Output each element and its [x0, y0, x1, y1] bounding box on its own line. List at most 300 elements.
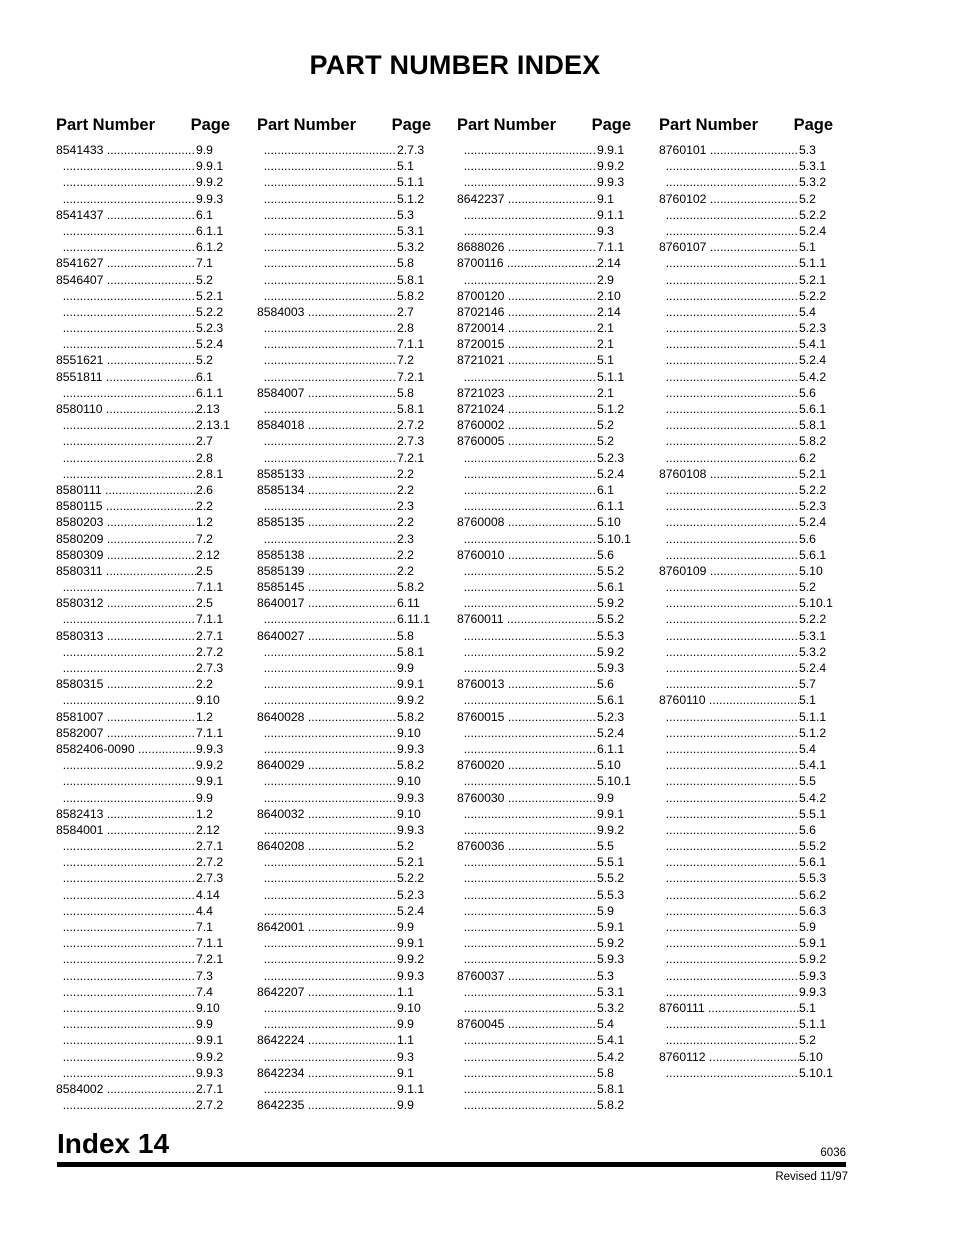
part-number	[457, 1065, 597, 1081]
part-number	[257, 498, 397, 514]
part-number: 8760020 .....	[457, 757, 597, 773]
part-number	[457, 628, 597, 644]
part-number	[457, 595, 597, 611]
page-reference: 9.9.3	[799, 984, 827, 999]
index-row	[56, 239, 251, 255]
page-reference: 2.7.2	[196, 855, 224, 870]
index-row	[257, 579, 452, 595]
index-row	[56, 563, 251, 579]
page-reference: 5.2.4	[799, 661, 827, 675]
page-reference: 5.4.2	[799, 369, 827, 384]
part-number	[257, 174, 397, 190]
page-reference: 9.9.1	[597, 143, 625, 157]
page-reference: 5.8.1	[397, 272, 425, 287]
page-reference: 9.10	[397, 725, 421, 740]
part-number	[457, 207, 597, 223]
part-number	[257, 191, 397, 207]
index-row	[457, 1081, 652, 1097]
page-reference: 5.4.1	[799, 337, 827, 352]
footer-rule	[57, 1162, 846, 1167]
index-row	[659, 628, 854, 644]
part-number	[659, 595, 799, 611]
page-reference: 5.2.3	[799, 499, 827, 514]
index-row	[457, 870, 652, 886]
part-number: 8640029 .....	[257, 757, 397, 773]
part-number	[257, 239, 397, 255]
index-row	[257, 385, 452, 401]
index-row	[257, 174, 452, 190]
page-reference: 5.2.4	[799, 353, 827, 368]
index-row	[457, 207, 652, 223]
index-row	[457, 401, 652, 417]
part-number	[457, 660, 597, 676]
part-number	[56, 320, 196, 336]
page-reference: 9.9.1	[397, 936, 425, 951]
column-header	[457, 116, 652, 142]
page-reference: 7.1.1	[196, 580, 224, 595]
page-reference: 5.10.1	[597, 531, 631, 546]
part-number	[56, 304, 196, 320]
index-row	[457, 854, 652, 870]
part-number	[659, 676, 799, 692]
page-reference: 5.1	[397, 159, 414, 174]
part-number: 8584001 .....	[56, 822, 196, 838]
page-reference: 6.1.1	[597, 741, 625, 756]
index-row	[257, 239, 452, 255]
index-row	[257, 514, 452, 530]
part-number: 8584018 .....	[257, 417, 397, 433]
index-row	[659, 563, 854, 579]
part-number: 8760002 .....	[457, 417, 597, 433]
index-row	[457, 709, 652, 725]
index-row	[457, 951, 652, 967]
index-row	[257, 255, 452, 271]
index-row	[56, 644, 251, 660]
page-reference: 7.2.1	[397, 450, 425, 465]
page-reference: 7.1.1	[196, 936, 224, 951]
part-number-header: Part Number	[56, 116, 156, 134]
index-row	[659, 919, 854, 935]
part-number	[457, 870, 597, 886]
index-row	[257, 757, 452, 773]
index-row	[56, 628, 251, 644]
index-row	[257, 903, 452, 919]
part-number	[56, 1049, 196, 1065]
part-number	[659, 660, 799, 676]
index-row	[56, 1000, 251, 1016]
part-number: 8760045 .....	[457, 1016, 597, 1032]
part-number: 8582007 .....	[56, 725, 196, 741]
part-number	[659, 773, 799, 789]
page-reference: 5.10	[799, 563, 823, 578]
index-row	[659, 191, 854, 207]
index-row	[257, 968, 452, 984]
page-reference: 6.1.1	[597, 499, 625, 514]
page-reference: 2.7.3	[196, 871, 224, 886]
page-reference: 7.3	[196, 968, 213, 983]
page-reference: 5.6.3	[799, 903, 827, 918]
page-reference: 2.10	[597, 288, 621, 303]
page-reference: 2.7.2	[196, 1098, 224, 1113]
page-reference: 5.1.1	[799, 1017, 827, 1032]
page-reference: 5.1.2	[597, 402, 625, 416]
page-reference: 5.6	[799, 531, 816, 546]
index-row	[56, 433, 251, 449]
page-reference: 2.12	[196, 822, 220, 837]
page-reference: 5.2	[799, 191, 816, 206]
page-reference: 6.2	[799, 450, 816, 465]
page-reference: 5.2	[799, 580, 816, 595]
part-number: 8551811 .....	[56, 369, 196, 385]
part-number	[257, 725, 397, 741]
index-row	[659, 903, 854, 919]
part-number	[257, 854, 397, 870]
part-number	[457, 579, 597, 595]
index-row	[457, 611, 652, 627]
part-number	[56, 644, 196, 660]
index-row	[257, 773, 452, 789]
page-reference: 7.1.1	[597, 240, 625, 255]
index-row	[457, 741, 652, 757]
page-reference: 5.2.2	[799, 207, 827, 222]
index-row	[457, 288, 652, 304]
page-reference: 9.9	[397, 920, 414, 934]
part-number	[56, 790, 196, 806]
page-reference: 5.8.1	[397, 644, 425, 659]
index-row	[457, 628, 652, 644]
part-number	[257, 968, 397, 984]
page-reference: 2.2	[397, 482, 414, 497]
page-reference: 5.2.1	[196, 288, 224, 303]
part-number: 8584003 .....	[257, 304, 397, 320]
index-row	[457, 838, 652, 854]
index-row	[56, 968, 251, 984]
index-row	[257, 304, 452, 320]
page-reference: 2.2	[397, 563, 414, 578]
page-reference: 9.10	[397, 806, 421, 821]
index-row	[56, 288, 251, 304]
part-number	[457, 1081, 597, 1097]
index-row	[56, 207, 251, 223]
part-number: 8640032 .....	[257, 806, 397, 822]
index-row	[659, 984, 854, 1000]
part-number	[56, 887, 196, 903]
index-row	[457, 773, 652, 789]
index-row	[457, 191, 652, 207]
part-number: 8760005 .....	[457, 433, 597, 449]
part-number	[257, 903, 397, 919]
index-row	[659, 239, 854, 255]
index-row	[659, 547, 854, 563]
index-row	[257, 158, 452, 174]
page-reference: 2.1	[597, 321, 614, 336]
part-number	[56, 579, 196, 595]
page-reference: 5.1.1	[597, 369, 625, 384]
index-row	[457, 1065, 652, 1081]
part-number	[659, 433, 799, 449]
page-reference: 5.3	[799, 143, 816, 157]
index-row	[257, 1049, 452, 1065]
part-number	[659, 288, 799, 304]
page-reference: 5.1.1	[799, 256, 827, 271]
part-number	[56, 174, 196, 190]
page-reference: 5.2	[799, 1033, 816, 1048]
part-number	[457, 1000, 597, 1016]
page-reference: 6.1.1	[196, 223, 224, 238]
part-number	[457, 531, 597, 547]
part-number	[659, 757, 799, 773]
index-column-3	[457, 116, 652, 1113]
index-row	[257, 1016, 452, 1032]
part-number	[257, 369, 397, 385]
part-number	[257, 611, 397, 627]
index-row	[56, 336, 251, 352]
index-row	[56, 272, 251, 288]
part-number	[457, 563, 597, 579]
page-reference: 5.6	[799, 822, 816, 837]
page-reference: 9.9	[597, 790, 614, 805]
page-reference: 5.3.2	[799, 644, 827, 659]
part-number	[659, 854, 799, 870]
page-reference: 7.1.1	[196, 725, 224, 740]
index-row	[56, 595, 251, 611]
index-row	[56, 450, 251, 466]
part-number: 8760008 .....	[457, 514, 597, 530]
page-reference: 5.6.1	[799, 855, 827, 870]
index-row	[56, 854, 251, 870]
index-row	[56, 352, 251, 368]
index-row	[659, 320, 854, 336]
page-reference: 7.1.1	[196, 612, 224, 627]
part-number	[56, 417, 196, 433]
page-reference: 5.2.3	[196, 321, 224, 336]
part-number: 8541433 .....	[56, 142, 196, 158]
column-header	[257, 116, 452, 142]
index-row	[56, 887, 251, 903]
index-row	[457, 466, 652, 482]
page-reference: 5.2.1	[397, 855, 425, 870]
page-reference: 9.9.3	[196, 1065, 224, 1080]
index-row	[659, 1049, 854, 1065]
index-row	[457, 595, 652, 611]
page-reference: 5.4	[799, 741, 816, 756]
index-row	[457, 1097, 652, 1113]
index-row	[56, 676, 251, 692]
part-number	[56, 191, 196, 207]
index-row	[257, 951, 452, 967]
part-number	[457, 951, 597, 967]
page-reference: 2.7.3	[397, 143, 425, 157]
part-number: 8582413 .....	[56, 806, 196, 822]
page-reference: 5.8	[397, 385, 414, 400]
index-row	[56, 482, 251, 498]
part-number: 8642224 .....	[257, 1032, 397, 1048]
part-number	[457, 272, 597, 288]
page-reference: 9.1.1	[597, 207, 625, 222]
part-number	[659, 806, 799, 822]
index-row	[659, 822, 854, 838]
part-number: 8541437 .....	[56, 207, 196, 223]
part-number	[257, 887, 397, 903]
page-reference: 5.6.1	[597, 580, 625, 595]
page-reference: 2.13.1	[196, 418, 230, 433]
index-row	[56, 951, 251, 967]
index-row	[257, 401, 452, 417]
page-reference: 5.2.3	[597, 709, 625, 724]
index-row	[56, 692, 251, 708]
page-reference: 9.3	[597, 223, 614, 238]
part-number	[56, 935, 196, 951]
part-number	[56, 450, 196, 466]
page-reference: 2.13	[196, 402, 220, 416]
part-number	[659, 1032, 799, 1048]
page-reference: 5.9.3	[597, 952, 625, 967]
index-row	[457, 320, 652, 336]
page-reference: 4.4	[196, 903, 213, 918]
part-number: 8585139 .....	[257, 563, 397, 579]
page-reference: 6.11	[397, 596, 420, 611]
page-reference: 5.8	[597, 1065, 614, 1080]
index-row	[659, 660, 854, 676]
part-number: 8585135 .....	[257, 514, 397, 530]
index-row	[56, 174, 251, 190]
index-row	[457, 1049, 652, 1065]
page-reference: 5.3	[597, 968, 614, 983]
page-reference: 5.5.3	[799, 871, 827, 886]
revision-note: Revised 11/97	[775, 1171, 848, 1183]
index-row	[457, 579, 652, 595]
part-number	[56, 1097, 196, 1113]
index-row	[257, 1065, 452, 1081]
index-row	[659, 854, 854, 870]
page-reference: 5.2	[196, 272, 213, 287]
page-reference: 5.2.3	[799, 321, 827, 336]
index-row	[257, 288, 452, 304]
page-header: Page	[391, 116, 431, 134]
part-number	[659, 887, 799, 903]
part-number	[56, 838, 196, 854]
part-number	[457, 466, 597, 482]
part-number	[659, 838, 799, 854]
part-number	[257, 1000, 397, 1016]
part-number	[257, 1081, 397, 1097]
part-number	[56, 757, 196, 773]
page-reference: 2.5	[196, 596, 213, 611]
index-row	[257, 531, 452, 547]
part-number	[257, 676, 397, 692]
page-reference: 2.2	[397, 466, 414, 481]
part-number	[659, 531, 799, 547]
index-row	[257, 935, 452, 951]
part-number	[659, 450, 799, 466]
page-reference: 5.3.2	[799, 175, 827, 190]
part-number-header: Part Number	[457, 116, 557, 134]
index-row	[659, 709, 854, 725]
page-reference: 1.2	[196, 709, 213, 724]
index-row	[56, 498, 251, 514]
index-row	[257, 709, 452, 725]
page-reference: 5.2.3	[397, 887, 425, 902]
index-row	[56, 142, 251, 158]
part-number: 8640028 .....	[257, 709, 397, 725]
index-row	[56, 822, 251, 838]
page-reference: 5.3.1	[397, 223, 425, 238]
index-row	[257, 352, 452, 368]
index-row	[56, 1032, 251, 1048]
part-number	[257, 773, 397, 789]
page-reference: 6.11.1	[397, 612, 430, 627]
page-reference: 2.8.1	[196, 466, 224, 481]
part-number	[457, 822, 597, 838]
part-number	[457, 935, 597, 951]
index-row	[257, 822, 452, 838]
index-row	[659, 595, 854, 611]
index-row	[659, 482, 854, 498]
part-number	[659, 336, 799, 352]
index-row	[659, 369, 854, 385]
part-number: 8760101 .....	[659, 142, 799, 158]
part-number: 8582406-0090 .....	[56, 741, 196, 757]
page-reference: 5.4.2	[597, 1049, 625, 1064]
part-number: 8584007 .....	[257, 385, 397, 401]
part-number	[257, 1049, 397, 1065]
index-row	[257, 369, 452, 385]
page-reference: 5.2	[196, 353, 213, 368]
part-number	[56, 951, 196, 967]
page-reference: 5.8.1	[597, 1081, 625, 1096]
part-number: 8585145 .....	[257, 579, 397, 595]
index-row	[257, 207, 452, 223]
part-number: 8585133 .....	[257, 466, 397, 482]
page-reference: 5.3.1	[799, 159, 827, 174]
part-number	[257, 660, 397, 676]
page-reference: 9.9.3	[397, 741, 425, 756]
part-number: 8642237 .....	[457, 191, 597, 207]
index-row	[457, 369, 652, 385]
part-number	[56, 239, 196, 255]
page-reference: 5.3.2	[397, 240, 425, 255]
page-reference: 5.8.2	[799, 434, 827, 449]
page-title: PART NUMBER INDEX	[309, 50, 601, 80]
page-reference: 5.5.1	[799, 806, 827, 821]
index-row	[257, 919, 452, 935]
page-reference: 9.9.3	[597, 175, 625, 190]
index-row	[56, 223, 251, 239]
page-reference: 1.1	[397, 984, 414, 999]
page-reference: 2.6	[196, 482, 213, 497]
part-number	[457, 854, 597, 870]
index-row	[659, 466, 854, 482]
part-number: 8642001 .....	[257, 919, 397, 935]
page-reference: 5.1.2	[799, 725, 827, 740]
index-column-1	[56, 116, 251, 1113]
part-number: 8720015 .....	[457, 336, 597, 352]
part-number	[659, 352, 799, 368]
part-number-header: Part Number	[257, 116, 357, 134]
page-reference: 9.9.1	[397, 677, 425, 692]
index-row	[457, 417, 652, 433]
index-row	[457, 158, 652, 174]
index-column-2	[257, 116, 452, 1113]
part-number	[257, 951, 397, 967]
page-reference: 5.10	[799, 1049, 823, 1064]
page-reference: 5.6.2	[799, 887, 827, 902]
page-reference: 9.10	[196, 693, 220, 708]
page-reference: 5.6	[597, 677, 614, 692]
part-number	[257, 692, 397, 708]
part-number	[56, 903, 196, 919]
part-number	[257, 320, 397, 336]
